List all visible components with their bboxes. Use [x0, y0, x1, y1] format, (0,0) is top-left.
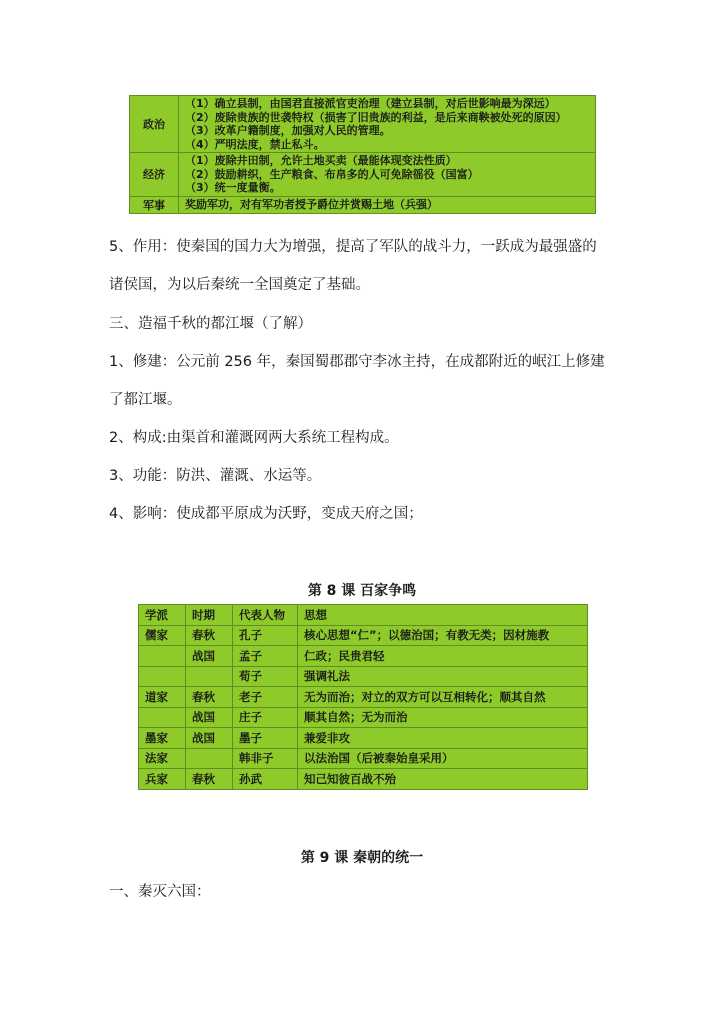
table-row [139, 666, 588, 687]
person-cell: 孟子 [233, 646, 298, 667]
category-cell: 军事 [130, 196, 179, 213]
period-cell: 春秋 [186, 625, 233, 646]
thought-cell: 兼爱非攻 [298, 728, 588, 749]
content-line: （3）改革户籍制度，加强对人民的管理。 [185, 124, 391, 137]
table-row [139, 748, 588, 769]
table-row [130, 96, 596, 153]
thought-cell: 无为而治；对立的双方可以互相转化；顺其自然 [298, 687, 588, 708]
paragraph: 1、修建：公元前 256 年，秦国蜀郡郡守李冰主持，在成都附近的岷江上修建 [109, 354, 605, 370]
thought-cell: 顺其自然；无为而治 [298, 707, 588, 728]
table-row [130, 196, 596, 213]
school-cell [139, 646, 186, 667]
paragraph: 5、作用：使秦国的国力大为增强，提高了军队的战斗力，一跃成为最强盛的 [109, 239, 597, 255]
period-cell [186, 666, 233, 687]
table-row [139, 687, 588, 708]
school-cell: 墨家 [139, 728, 186, 749]
school-cell: 兵家 [139, 769, 186, 790]
period-cell: 春秋 [186, 687, 233, 708]
table-row [139, 728, 588, 749]
school-cell: 道家 [139, 687, 186, 708]
school-cell: 法家 [139, 748, 186, 769]
header-cell: 学派 [139, 605, 186, 626]
school-cell [139, 666, 186, 687]
paragraph: 了都江堰。 [109, 392, 182, 408]
content-line: （2）鼓励耕织，生产粮食、布帛多的人可免除徭役（国富） [185, 167, 479, 181]
thought-cell: 核心思想“仁”；以德治国；有教无类；因材施教 [298, 625, 588, 646]
category-cell: 政治 [130, 96, 179, 153]
table-row [139, 625, 588, 646]
person-cell: 韩非子 [233, 748, 298, 769]
content-line: （1）废除井田制，允许土地买卖（最能体现变法性质） [185, 154, 457, 167]
thought-cell: 以法治国（后被秦始皇采用） [298, 748, 588, 769]
header-cell: 思想 [298, 605, 588, 626]
period-cell: 春秋 [186, 769, 233, 790]
school-cell [139, 707, 186, 728]
lesson-8-title: 第 8 课 百家争鸣 [307, 583, 417, 599]
person-cell: 孔子 [233, 625, 298, 646]
paragraph: 2、构成:由渠首和灌溉网两大系统工程构成。 [109, 430, 399, 446]
table-row [139, 769, 588, 790]
content-line: （1）确立县制，由国君直接派官吏治理（建立县制，对后世影响最为深远） [185, 97, 556, 110]
paragraph: 4、影响：使成都平原成为沃野，变成天府之国； [109, 506, 423, 522]
person-cell: 荀子 [233, 666, 298, 687]
hundred-schools-table [138, 604, 588, 790]
period-cell: 战国 [186, 707, 233, 728]
paragraph: 诸侯国，为以后秦统一全国奠定了基础。 [109, 277, 370, 293]
thought-cell: 强调礼法 [298, 666, 588, 687]
person-cell: 墨子 [233, 728, 298, 749]
category-cell: 经济 [130, 153, 179, 197]
content-line: （4）严明法度，禁止私斗。 [185, 137, 325, 151]
header-cell: 时期 [186, 605, 233, 626]
period-cell [186, 748, 233, 769]
person-cell: 孙武 [233, 769, 298, 790]
table-row [130, 153, 596, 197]
table-row [139, 707, 588, 728]
thought-cell: 仁政；民贵君轻 [298, 646, 588, 667]
person-cell: 庄子 [233, 707, 298, 728]
paragraph: 三、造福千秋的都江堰（了解） [109, 316, 312, 332]
content-cell [179, 196, 596, 213]
content-line: （2）废除贵族的世袭特权（损害了旧贵族的利益，是后来商鞅被处死的原因） [185, 110, 567, 124]
content-line: （3）统一度量衡。 [185, 181, 281, 194]
school-cell: 儒家 [139, 625, 186, 646]
person-cell: 老子 [233, 687, 298, 708]
lesson-9-title: 第 9 课 秦朝的统一 [300, 850, 424, 866]
thought-cell: 知己知彼百战不殆 [298, 769, 588, 790]
table-header-row [139, 605, 588, 626]
period-cell: 战国 [186, 728, 233, 749]
header-cell: 代表人物 [233, 605, 298, 626]
content-cell [179, 96, 596, 153]
paragraph: 3、功能：防洪、灌溉、水运等。 [109, 468, 322, 484]
section-heading: 一、秦灭六国： [109, 884, 211, 900]
content-line: 奖励军功，对有军功者授予爵位并赏赐土地（兵强） [185, 197, 438, 211]
shang-yang-reform-table [129, 95, 596, 214]
table-row [139, 646, 588, 667]
period-cell: 战国 [186, 646, 233, 667]
content-cell [179, 153, 596, 197]
